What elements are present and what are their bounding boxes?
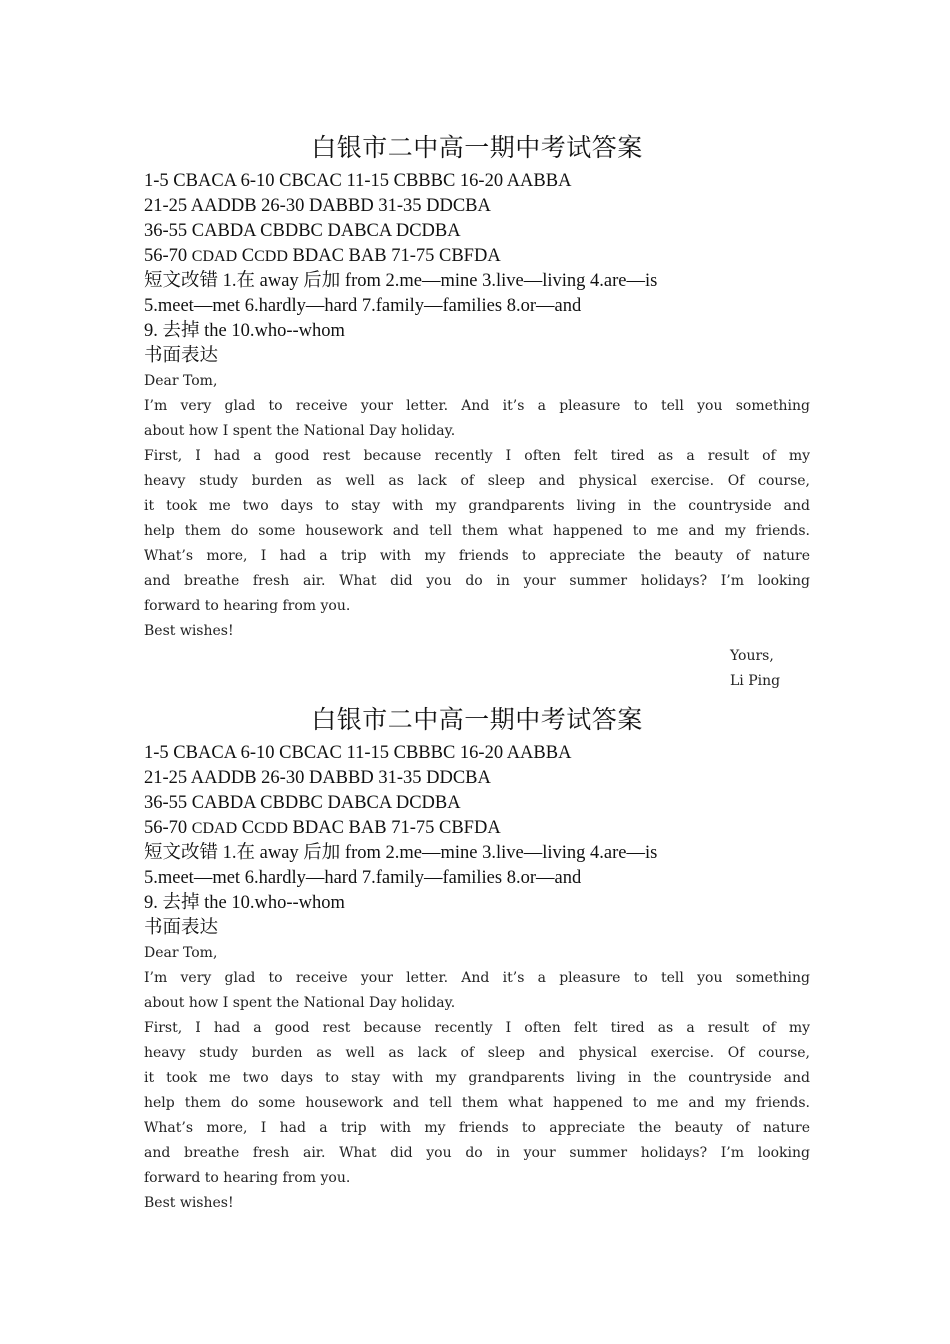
essay-line: forward to hearing from you. bbox=[144, 1170, 351, 1186]
answers-line-2: 21-25 AADDB 26-30 DABBD 31-35 DDCBA bbox=[144, 196, 491, 216]
correction-line-2: 5.meet—met 6.hardly—hard 7.family—families 8.or—and bbox=[144, 868, 582, 888]
answers-line-3: 36-55 CABDA CBDBC DABCA DCDBA bbox=[144, 793, 461, 813]
answer-section-1 bbox=[144, 132, 810, 694]
essay bbox=[144, 941, 810, 1216]
document-title: 白银市二中高一期中考试答案 bbox=[311, 135, 643, 162]
answers-line-1: 1-5 CBACA 6-10 CBCAC 11-15 CBBBC 16-20 AABBA bbox=[144, 171, 572, 191]
essay-line: it took me two days to stay with my grandparents living in the countryside and bbox=[144, 1070, 810, 1086]
answers-line-1: 1-5 CBACA 6-10 CBCAC 11-15 CBBBC 16-20 AABBA bbox=[144, 743, 572, 763]
answer-section-2 bbox=[144, 704, 810, 1216]
correction-line-1: 短文改错 1.在 away 后加 from 2.me—mine 3.live—living 4.are—is bbox=[144, 271, 658, 291]
essay-greeting: Dear Tom, bbox=[144, 945, 218, 961]
answers-line-2: 21-25 AADDB 26-30 DABBD 31-35 DDCBA bbox=[144, 768, 491, 788]
essay-line: What’s more, I had a trip with my friends to appreciate the beauty of nature bbox=[144, 548, 810, 564]
essay-line: I’m very glad to receive your letter. And it’s a pleasure to tell you something bbox=[144, 970, 810, 986]
answers-line-4 bbox=[144, 816, 810, 841]
writing-label: 书面表达 bbox=[144, 346, 219, 366]
document-title: 白银市二中高一期中考试答案 bbox=[311, 707, 643, 734]
answers-line-4-rest: BDAC BAB 71-75 CBFDA bbox=[287, 246, 501, 266]
essay-line: forward to hearing from you. bbox=[144, 598, 351, 614]
essay-line: and breathe fresh air. What did you do in your summer holidays? I’m looking bbox=[144, 1145, 810, 1161]
answers-line-4-c: CDD bbox=[254, 820, 288, 837]
essay bbox=[144, 369, 810, 694]
essay-line: heavy study burden as well as lack of sleep and physical exercise. Of course, bbox=[144, 1045, 810, 1061]
answers-line-4-b: C bbox=[241, 246, 255, 266]
answers-line-4-b: C bbox=[241, 818, 255, 838]
essay-line: about how I spent the National Day holiday. bbox=[144, 423, 456, 439]
essay-signature: Li Ping bbox=[730, 673, 781, 689]
essay-closing: Best wishes! bbox=[144, 623, 234, 639]
essay-line: I’m very glad to receive your letter. And it’s a pleasure to tell you something bbox=[144, 398, 810, 414]
answers-line-4-c: CDD bbox=[254, 248, 288, 265]
answers-line-4 bbox=[144, 244, 810, 269]
essay-line: it took me two days to stay with my grandparents living in the countryside and bbox=[144, 498, 810, 514]
answers-line-3: 36-55 CABDA CBDBC DABCA DCDBA bbox=[144, 221, 461, 241]
essay-line: about how I spent the National Day holiday. bbox=[144, 995, 456, 1011]
answers-line-4-a: CDAD bbox=[191, 820, 238, 837]
correction-line-1: 短文改错 1.在 away 后加 from 2.me—mine 3.live—living 4.are—is bbox=[144, 843, 658, 863]
essay-line: First, I had a good rest because recently I often felt tired as a result of my bbox=[144, 1020, 810, 1036]
correction-line-3: 9. 去掉 the 10.who--whom bbox=[144, 893, 345, 913]
answers-line-4-prefix: 56-70 bbox=[144, 818, 192, 838]
essay-line: heavy study burden as well as lack of sleep and physical exercise. Of course, bbox=[144, 473, 810, 489]
answers-line-4-rest: BDAC BAB 71-75 CBFDA bbox=[287, 818, 501, 838]
correction-line-2: 5.meet—met 6.hardly—hard 7.family—families 8.or—and bbox=[144, 296, 582, 316]
essay-line: help them do some housework and tell them what happened to me and my friends. bbox=[144, 523, 810, 539]
writing-label: 书面表达 bbox=[144, 918, 219, 938]
essay-line: What’s more, I had a trip with my friends to appreciate the beauty of nature bbox=[144, 1120, 810, 1136]
correction-line-3: 9. 去掉 the 10.who--whom bbox=[144, 321, 345, 341]
essay-closing: Best wishes! bbox=[144, 1195, 234, 1211]
essay-line: and breathe fresh air. What did you do in your summer holidays? I’m looking bbox=[144, 573, 810, 589]
essay-greeting: Dear Tom, bbox=[144, 373, 218, 389]
essay-yours: Yours, bbox=[730, 648, 774, 664]
essay-line: First, I had a good rest because recently I often felt tired as a result of my bbox=[144, 448, 810, 464]
answers-line-4-a: CDAD bbox=[191, 248, 238, 265]
answers-line-4-prefix: 56-70 bbox=[144, 246, 192, 266]
essay-line: help them do some housework and tell them what happened to me and my friends. bbox=[144, 1095, 810, 1111]
